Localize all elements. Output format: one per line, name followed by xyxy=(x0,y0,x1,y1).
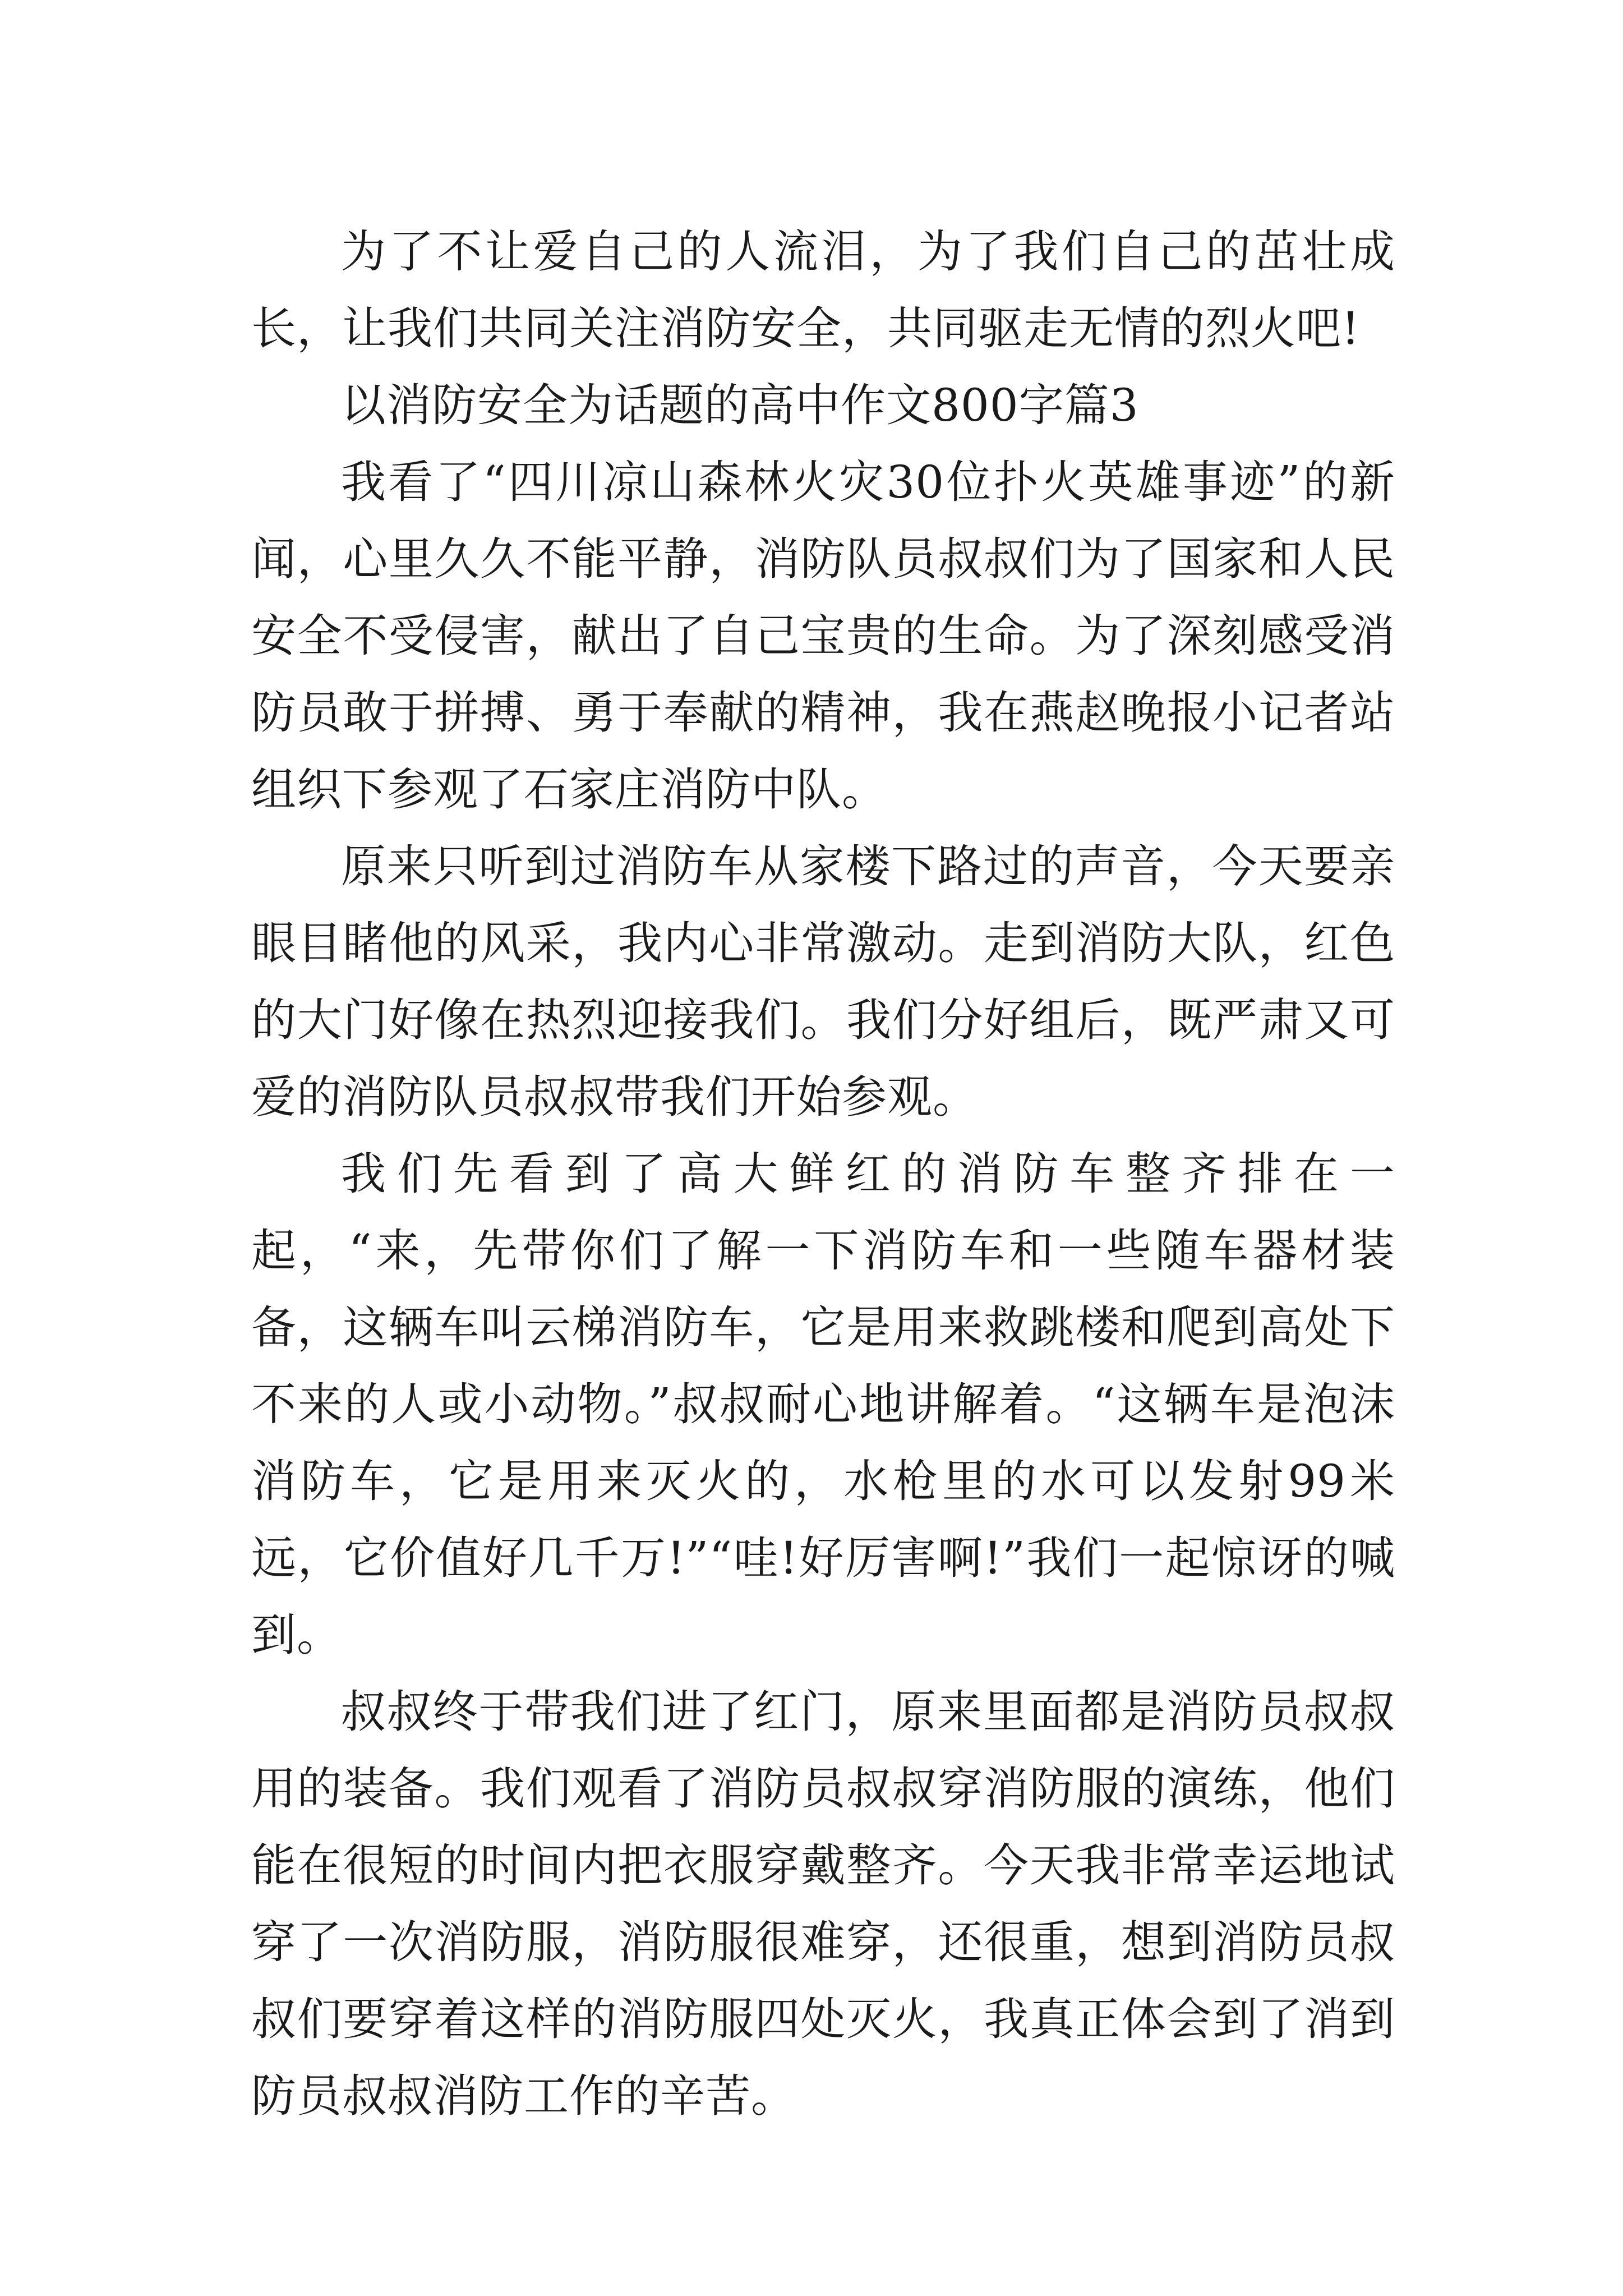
paragraph-intro: 我看了“四川凉山森林火灾30位扑火英雄事迹”的新闻，心里久久不能平静，消防队员叔叔们为了国家和人民安全不受侵害，献出了自己宝贵的生命。为了深刻感受消防员敢于拼搏、勇于奉献的精神，我在燕赵晚报小记者站组织下参观了石家庄消防中队。 xyxy=(251,456,1395,816)
paragraph-fire-trucks: 我们先看到了高大鲜红的消防车整齐排在一起，“来，先带你们了解一下消防车和一些随车器材装备，这辆车叫云梯消防车，它是用来救跳楼和爬到高处下不来的人或小动物。”叔叔耐心地讲解着。“这辆车是泡沫消防车，它是用来灭火的，水枪里的水可以发射99米远，它价值好几千万!”“哇!好厉害啊!”我们一起惊讶的喊到。 xyxy=(251,1148,1395,1661)
paragraph-equipment: 叔叔终于带我们进了红门，原来里面都是消防员叔叔用的装备。我们观看了消防员叔叔穿消防服的演练，他们能在很短的时间内把衣服穿戴整齐。今天我非常幸运地试穿了一次消防服，消防服很难穿，还很重，想到消防员叔叔们要穿着这样的消防服四处灭火，我真正体会到了消到防员叔叔消防工作的辛苦。 xyxy=(251,1686,1395,2122)
document-body xyxy=(251,213,1395,2134)
section-heading: 以消防安全为话题的高中作文800字篇3 xyxy=(341,379,1139,431)
paragraph-closing: 为了不让爱自己的人流泪，为了我们自己的茁壮成长，让我们共同关注消防安全，共同驱走无情的烈火吧! xyxy=(251,226,1395,355)
paragraph-arrival: 原来只听到过消防车从家楼下路过的声音，今天要亲眼目睹他的风采，我内心非常激动。走到消防大队，红色的大门好像在热烈迎接我们。我们分好组后，既严肃又可爱的消防队员叔叔带我们开始参观。 xyxy=(251,840,1395,1123)
